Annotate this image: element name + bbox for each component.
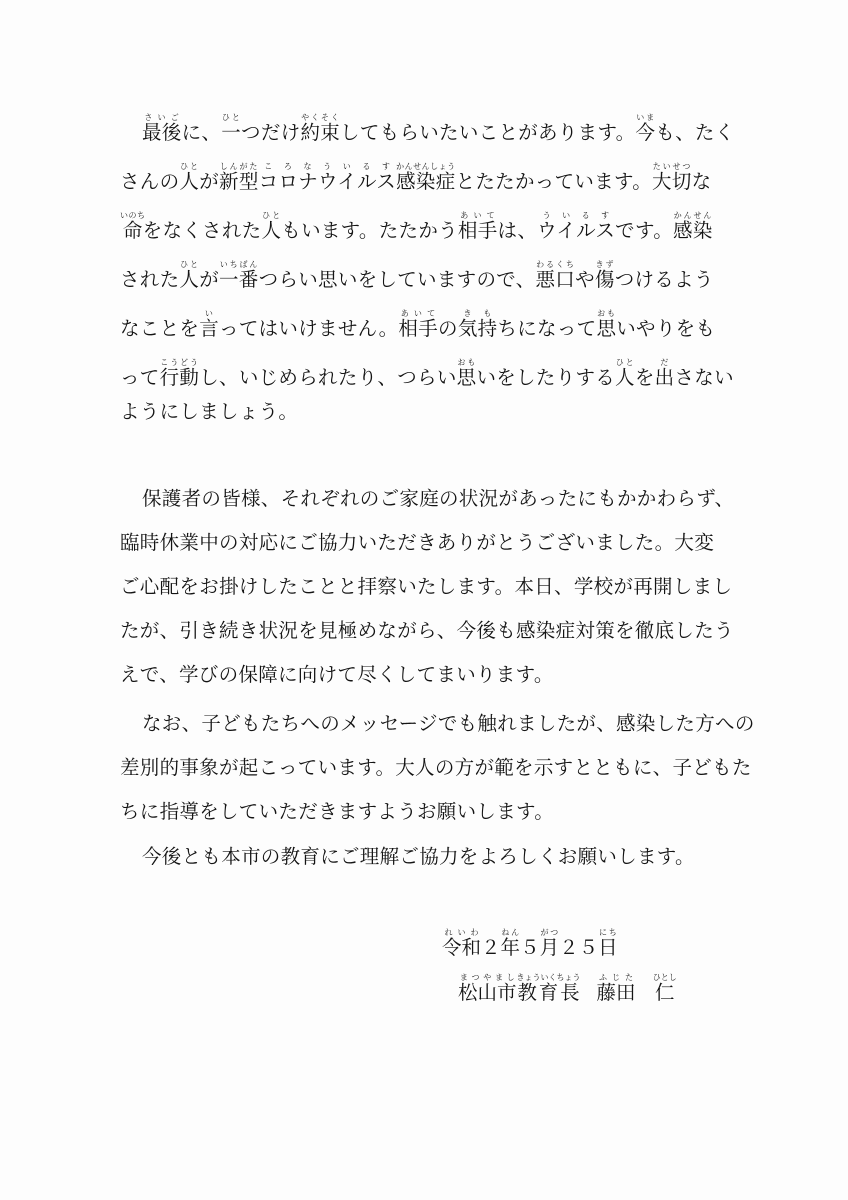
signatory-name: 藤田ふじた 仁ひとし (596, 973, 677, 1004)
student-message-line: された人ひとが一番いちばんつらい思いをしていますので、悪口わるくちや傷きずつけるよう (120, 260, 714, 291)
student-message-line: なことを言いってはいけません。相手あいての気持きもちになって思おもいやりをも (120, 309, 716, 340)
guardian-message-line: ご心配をお掛けしたことと拝察いたします。本日、学校が再開しまし (120, 575, 733, 598)
student-message-line: さんの人ひとが新型しんがたコロナウイルスころなういるす感染症かんせんしょうとたたかっています。大切たいせつな (120, 162, 712, 193)
guardian-message-line: 今後とも本市の教育にご理解ご協力をよろしくお願いします。 (142, 845, 695, 868)
student-message-line: ようにしましょう。 (120, 400, 299, 423)
student-message-line: 命いのちをなくされた人ひともいます。たたかう相手あいては、ウイルスういるすです。感染かんせん (120, 211, 713, 242)
student-message-line: って行動こうどうし、いじめられたり、つらい思おもいをしたりする人ひとを出ださない (120, 358, 734, 389)
guardian-message-line: えで、学びの保障に向けて尽くしてまいります。 (120, 663, 554, 686)
document-date: 令和れいわ２年ねん５月がつ２５日にち (442, 928, 618, 959)
guardian-message-line: 保護者の皆様、それぞれのご家庭の状況があったにもかかわらず、 (142, 487, 735, 510)
student-message-line: 最後さいごに、一ひとつだけ約束やくそくしてもらいたいことがあります。今いまも、たく (142, 113, 735, 144)
guardian-message-line: 臨時休業中の対応にご協力いただきありがとうございました。大変 (120, 531, 715, 554)
guardian-message-line: 差別的事象が起こっています。大人の方が範を示すとともに、子どもた (120, 756, 752, 779)
guardian-message-line: たが、引き続き状況を見極めながら、今後も感染症対策を徹底したう (120, 619, 734, 642)
guardian-message-line: なお、子どもたちへのメッセージでも触れましたが、感染した方への (142, 712, 755, 735)
signatory-title: 松山市まつやまし教育長きょういくちょう (458, 973, 581, 1004)
guardian-message-line: ちに指導をしていただきますようお願いします。 (120, 800, 555, 823)
signature-block (458, 973, 677, 1006)
